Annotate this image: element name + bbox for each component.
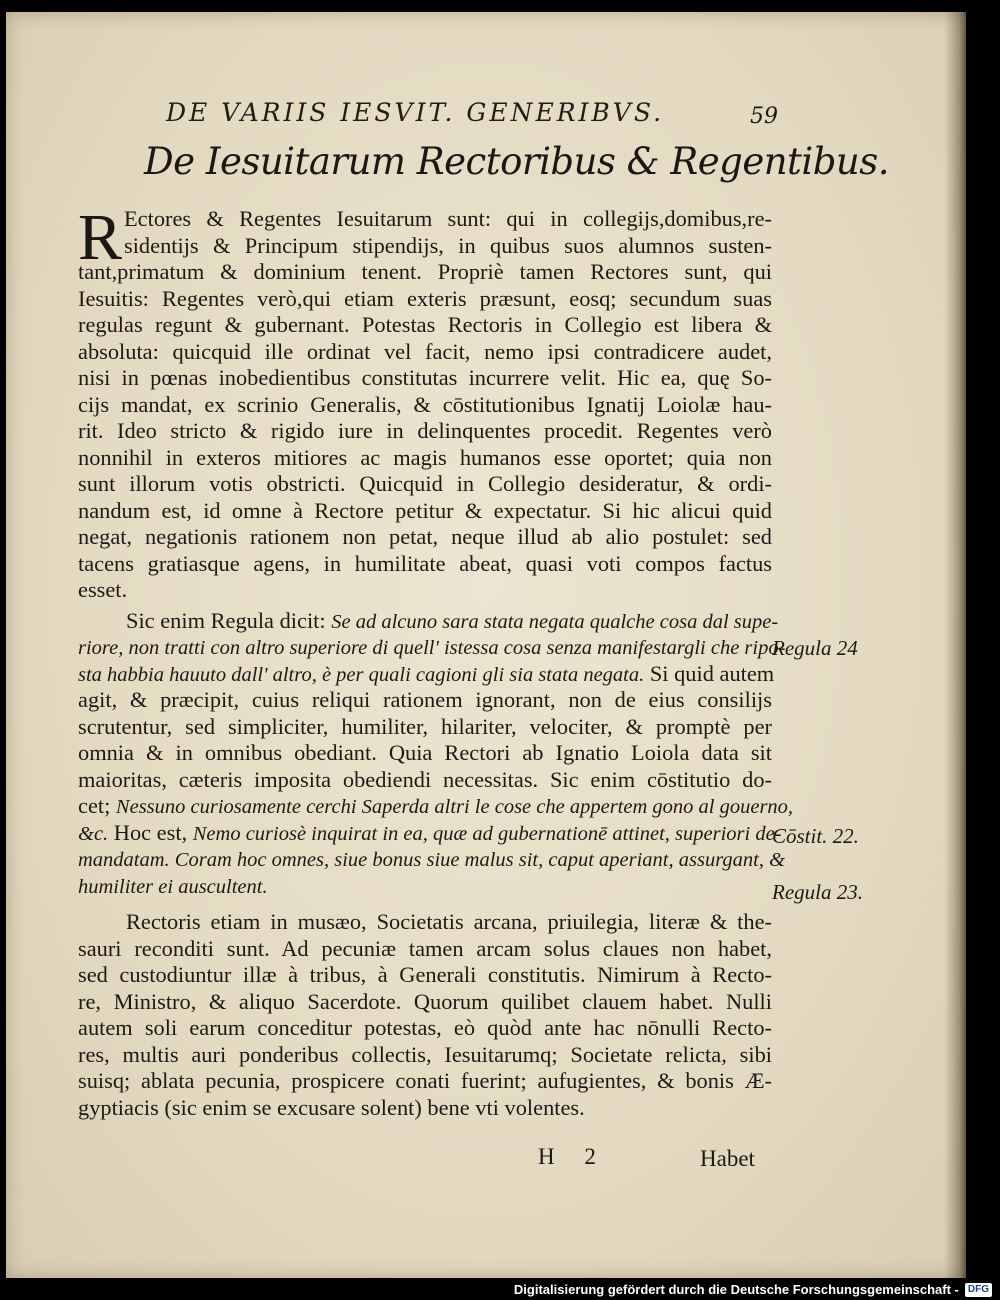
- paragraph-gap: [78, 899, 772, 909]
- text-line: sed custodiuntur illæ à tribus, à Generali constitutis. Nimirum à Recto-: [78, 962, 772, 987]
- text-line: rit. Ideo stricto & rigido iure in delinquentes procedit. Regentes verò: [78, 418, 772, 443]
- running-head: DE VARIIS IESVIT. GENERIBVS.: [166, 98, 665, 127]
- body-text: [78, 201, 794, 1121]
- digitization-credit: [514, 1282, 992, 1297]
- text-line: absoluta: quicquid ille ordinat vel facit, nemo ipsi contradicere audet,: [78, 338, 772, 364]
- chapter-title: De Iesuitarum Rectoribus & Regentibus.: [144, 140, 890, 183]
- dfg-logo-icon: DFG: [965, 1283, 992, 1297]
- text-line: &c. Hoc est, Nemo curiosè inquirat in ea, quæ ad gubernationē attinet, superiori de-: [78, 819, 782, 845]
- signature-mark: H 2: [538, 1144, 608, 1169]
- text-line: sidentijs & Principum stipendijs, in quibus suos alumnos susten-: [124, 232, 772, 258]
- text-line: scrutentur, sed simpliciter, humiliter, hilariter, velociter, & promptè per: [78, 713, 772, 739]
- text-line: Rectoris etiam in musæo, Societatis arcana, priuilegia, literæ & the-: [126, 909, 772, 934]
- text-line: gyptiacis (sic enim se excusare solent) bene vti volentes.: [78, 1094, 585, 1120]
- text-line: cet; Nessuno curiosamente cerchi Saperda altri le cose che appertem gono al gouerno,: [78, 793, 794, 818]
- text-line: agit, & præcipit, cuius reliqui rationem ignorant, non de eius consilijs: [78, 687, 772, 712]
- text-line: omnia & in omnibus obediant. Quia Rectori ab Ignatio Loiola data sit: [78, 740, 772, 765]
- text-line: maioritas, cæteris imposita obediendi necessitas. Sic enim cōstitutio do-: [78, 766, 772, 792]
- book-page: [6, 12, 966, 1278]
- page-gutter-shadow: [944, 12, 966, 1278]
- text-line: tacens gratiasque agens, in humilitate abeat, quasi voti compos factus: [78, 550, 772, 576]
- text-line: Ectores & Regentes Iesuitarum sunt: qui in collegijs,domibus,re-: [124, 206, 772, 231]
- text-line: sauri reconditi sunt. Ad pecuniæ tamen arcam solus claues non habet,: [78, 935, 772, 961]
- text-line: mandatam. Coram hoc omnes, siue bonus siue malus sit, caput aperiant, assurgant, &: [78, 849, 786, 871]
- catchword: Habet: [700, 1146, 755, 1171]
- text-line: riore, non tratti con altro superiore di quell' istessa cosa senza manifestargli che ripo-: [78, 637, 786, 659]
- text-line: sunt illorum votis obstricti. Quicquid in Collegio desideratur, & ordi-: [78, 471, 772, 496]
- margin-note-regula-23: Regula 23.: [772, 880, 863, 904]
- text-line: nisi in pœnas inobedientibus constitutas incurrere velit. Hic ea, quę So-: [78, 365, 772, 390]
- paragraph-1: [78, 201, 772, 604]
- text-line: esset.: [78, 577, 128, 602]
- text-line: tant,primatum & dominium tenent. Propriè tamen Rectores sunt, qui: [78, 259, 772, 284]
- margin-note-regula-24: Regula 24: [772, 636, 858, 660]
- page-number: 59: [750, 104, 778, 129]
- text-line: nonnihil in exteros mitiores ac magis humanos esse oportet; quia non: [78, 444, 772, 470]
- credit-text: Digitalisierung gefördert durch die Deutsche Forschungsgemeinschaft -: [513, 1282, 959, 1297]
- text-line: Iesuitis: Regentes verò,qui etiam exteris præsunt, eosq; secundum suas: [78, 285, 772, 311]
- paragraph-3: [78, 909, 772, 1121]
- text-line: negat, negationis rationem non petat, neque illud ab alio postulet: sed: [78, 524, 772, 549]
- text-line: autem soli earum conceditur potestas, eò quòd ante hac nōnulli Recto-: [78, 1015, 772, 1040]
- margin-note-constit-22: Cōstit. 22.: [772, 824, 859, 848]
- paragraph-2: [78, 607, 794, 900]
- text-line: re, Ministro, & aliquo Sacerdote. Quorum quilibet clauem habet. Nulli: [78, 988, 772, 1014]
- text-line: Sic enim Regula dicit: Se ad alcuno sara stata negata qualche cosa dal supe-: [126, 607, 779, 633]
- text-line: humiliter ei auscultent.: [78, 875, 268, 898]
- text-line: regulas regunt & gubernant. Potestas Rectoris in Collegio est libera &: [78, 312, 772, 337]
- text-line: suisq; ablata pecunia, prospicere conati fuerint; aufugientes, & bonis Æ-: [78, 1068, 772, 1093]
- text-line: nandum est, id omne à Rectore petitur & expectatur. Si hic alicui quid: [78, 497, 772, 523]
- text-line: cijs mandat, ex scrinio Generalis, & cōstitutionibus Ignatij Loiolæ hau-: [78, 391, 772, 417]
- drop-initial: R: [78, 201, 123, 274]
- text-line: sta habbia hauuto dall' altro, è per quali cagioni gli sia stata negata. Si quid autem: [78, 660, 775, 686]
- text-line: res, multis auri ponderibus collectis, Iesuitarumq; Societate relicta, sibi: [78, 1041, 772, 1067]
